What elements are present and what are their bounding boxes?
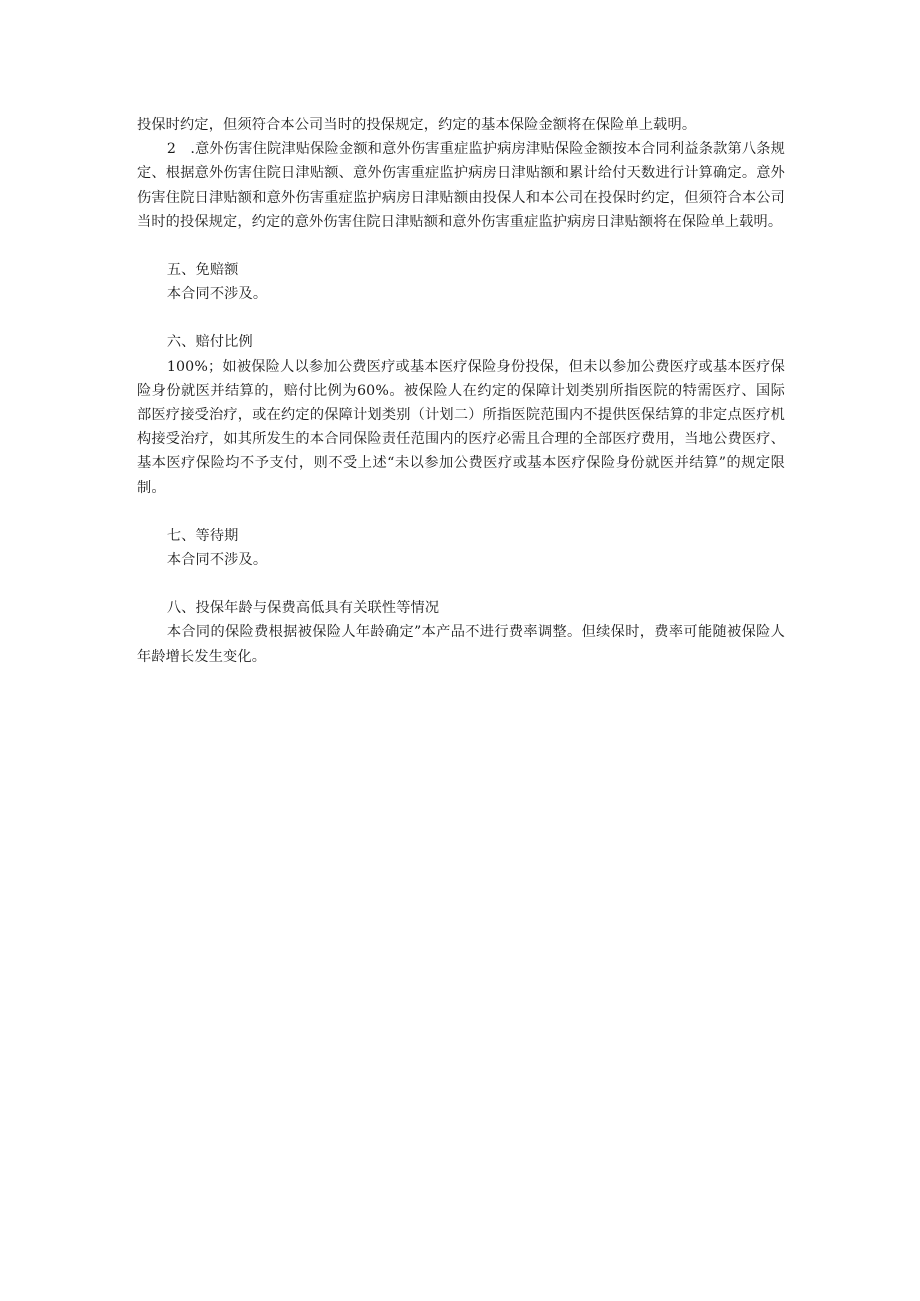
section-body: 本合同不涉及。 (166, 552, 268, 569)
section-body: 本合同不涉及。 (166, 286, 268, 303)
item-2-paragraph: 2 .意外伤害住院津贴保险金额和意外伤害重症监护病房津贴保险金额按本合同利益条款第八条规定、根据意外伤害住院日津贴额、意外伤害重症监护病房日津贴额和累计给付天数进行计算确定。意外伤害住院日津贴额和意外伤害重症监护病房日津贴额由投保人和本公司在投保时约定，但须符合本公司当时的投保规定，约定的意外伤害住院日津贴额和意外伤害重症监护病房日津贴额将在保险单上载明。 (137, 141, 785, 230)
section-body: 100%；如被保险人以参加公费医疗或基本医疗保险身份投保，但未以参加公费医疗或基本医疗保险身份就医并结算的，赔付比例为60%。被保险人在约定的保障计划类别所指医院的特需医疗、国际部医疗接受治疗，或在约定的保障计划类别（计划二）所指医院范围内不提供医保结算的非定点医疗机构接受治疗，如其所发生的本合同保险责任范围内的医疗必需且合理的全部医疗费用，当地公费医疗、基本医疗保险均不予支付，则不受上述“未以参加公费医疗或基本医疗保险身份就医并结算”的规定限制。 (137, 358, 785, 496)
intro-continuation-paragraph: 投保时约定，但须符合本公司当时的投保规定，约定的基本保险金额将在保险单上载明。 (137, 117, 697, 133)
section-payout-ratio (137, 330, 785, 499)
section-body: 本合同的保险费根据被保险人年龄确定”本产品不进行费率调整。但续保时，费率可能随被保险人年龄增长发生变化。 (137, 624, 785, 665)
section-heading: 七、等待期 (166, 527, 239, 544)
section-age-premium-relation (137, 596, 785, 669)
section-waiting-period (137, 524, 785, 572)
section-heading: 六、赔付比例 (166, 334, 253, 351)
section-deductible (137, 258, 785, 306)
section-heading: 五、免赔额 (166, 262, 239, 279)
document-page (137, 113, 785, 669)
section-heading: 八、投保年龄与保费高低具有关联性等情况 (166, 600, 440, 617)
